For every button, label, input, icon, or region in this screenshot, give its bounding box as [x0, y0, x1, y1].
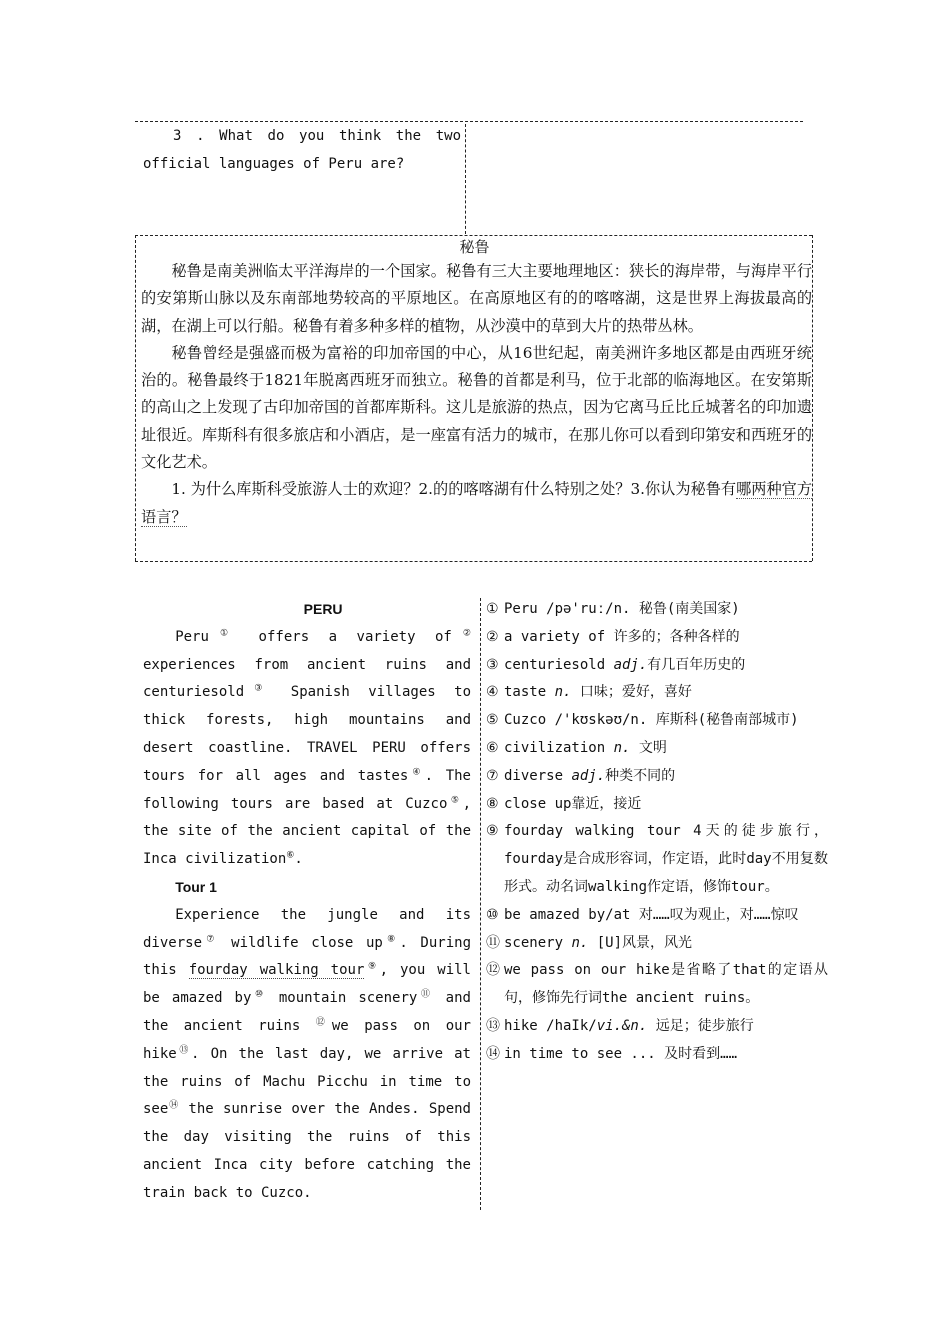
note-text: in time to see ... 及时看到…… [504, 1045, 738, 1062]
note-marker: ① [486, 601, 499, 617]
note-text [504, 1013, 828, 1041]
note-text: Peru /pə'ruː/n. 秘鲁(南美国家) [504, 601, 740, 617]
note-term: taste [504, 684, 555, 701]
note-text: close up靠近，接近 [504, 795, 642, 812]
note-text [504, 735, 828, 763]
note-marker: ⑦ [486, 767, 499, 784]
p2-text-c: . During this [143, 934, 471, 979]
p2-text-d: , you will be amazed by [143, 962, 471, 1007]
p2-text-b: wildlife close up [218, 934, 383, 951]
note-item [486, 957, 828, 1013]
question-3-line-2: official languages of Peru are? [143, 156, 405, 172]
english-paragraph-1 [143, 624, 471, 874]
p2-text-h: . On the last day, we arrive at the ruins of Machu Picchu in time to see [143, 1045, 471, 1118]
note-text [504, 652, 828, 680]
note-ref-7: ⑦ [202, 933, 219, 944]
note-ref-11: ⑪ [417, 989, 434, 1000]
p1-text-c: experiences from ancient ruins and centuriesold [143, 656, 471, 701]
note-ref-13: ⑬ [176, 1045, 192, 1056]
p2-text-e: mountain scenery [266, 990, 418, 1007]
q3-cell-divider [465, 124, 466, 234]
note-gloss: 种类不同的 [605, 767, 676, 784]
note-gloss: 有几百年历史的 [647, 656, 746, 673]
question-3-part-1: 3 . What do you think the two [173, 128, 461, 144]
note-marker: ⑩ [486, 906, 499, 923]
chinese-passage-box [137, 236, 812, 531]
english-text-column [143, 596, 471, 1208]
note-ref-6: ⑥ [286, 850, 295, 861]
p2-text-f: and the ancient ruins [143, 990, 471, 1034]
note-term: centuriesold [504, 656, 614, 673]
note-marker: ⑤ [486, 712, 499, 729]
note-ref-10: ⑩ [251, 989, 267, 1000]
english-text-title: PERU [303, 601, 343, 617]
note-item [486, 596, 828, 624]
box-left-border [135, 235, 136, 561]
note-pos: n. [554, 684, 572, 701]
note-marker: ⑬ [486, 1017, 500, 1034]
chinese-passage-title: 秘鲁 [459, 238, 490, 256]
note-item [486, 735, 828, 763]
note-text: Cuzco /'kʊskəʊ/n. 库斯科(秘鲁南部城市) [504, 712, 799, 729]
note-pos: adj. [613, 656, 648, 673]
chinese-paragraph-1: 秘鲁是南美洲临太平洋海岸的一个国家。秘鲁有三大主要地理地区：狭长的海岸带，与海岸平行的安第斯山脉以及东南部地势较高的平原地区。在高原地区有的的喀喀湖，这是世界上海拔最高的湖，在湖上可以行船。秘鲁有着多种多样的植物，从沙漠中的草到大片的热带丛林。 [141, 262, 812, 335]
note-text [504, 679, 828, 707]
note-ref-2: ② [451, 628, 471, 639]
note-text [504, 763, 828, 791]
note-ref-12: ⑫ [315, 1017, 332, 1028]
note-marker: ③ [486, 656, 499, 673]
note-ref-4: ④ [408, 767, 425, 778]
p1-text-a: Peru [175, 628, 209, 645]
note-gloss: 文明 [630, 739, 667, 756]
note-item [486, 1041, 828, 1069]
note-marker: ⑨ [486, 823, 499, 840]
note-term: hike /haIk/ [504, 1017, 597, 1034]
note-item [486, 624, 828, 652]
chinese-questions-lead: 1. 为什么库斯科受旅游人士的欢迎？2.的的喀喀湖有什么特别之处？3.你认为秘鲁有 [171, 480, 737, 499]
tour-1-heading: Tour 1 [175, 878, 217, 895]
note-text [504, 930, 828, 958]
note-item [486, 763, 828, 791]
note-text: fourday walking tour 4天的徒步旅行，fourday是合成形容词，作定语，此时day不用复数形式。动名词walking作定语，修饰tour。 [504, 823, 828, 895]
chinese-paragraph-2: 秘鲁曾经是强盛而极为富裕的印加帝国的中心，从16世纪起，南美洲许多地区都是由西班牙统治的。秘鲁最终于1821年脱离西班牙而独立。秘鲁的首都是利马，位于北部的临海地区。在安第斯的高山之上发现了古印加帝国的首都库斯科。这儿是旅游的热点，因为它离马丘比丘城著名的印加遗址很近。库斯科有很多旅店和小酒店，是一座富有活力的城市，在那儿你可以看到印第安和西班牙的文化艺术。 [141, 343, 812, 472]
note-marker: ⑭ [486, 1045, 500, 1062]
note-item [486, 930, 828, 958]
note-item [486, 791, 828, 819]
note-item [486, 679, 828, 707]
note-item [486, 652, 828, 680]
box-right-border [812, 235, 813, 561]
chinese-questions-tail: 哪两种官方语言？ [141, 480, 813, 526]
p2-text-g: we pass on our hike [143, 1017, 471, 1062]
note-pos: adj. [571, 767, 606, 784]
p1-text-d: Spanish villages to thick forests, high mountains and desert coastline. TRAVEL PERU offers tours for all ages and tastes [143, 684, 471, 784]
note-ref-14: ⑭ [168, 1100, 180, 1111]
note-term: scenery [504, 934, 572, 951]
note-marker: ④ [486, 684, 499, 701]
note-marker: ⑪ [486, 934, 500, 951]
note-marker: ② [486, 628, 499, 645]
note-pos: n. [571, 934, 589, 951]
note-text: be amazed by/at 对……叹为观止，对……惊叹 [504, 906, 799, 923]
note-ref-1: ① [208, 628, 240, 639]
p1-text-f: , the site of the ancient capital of the Inca civilization [143, 795, 471, 868]
note-item [486, 818, 828, 901]
note-ref-9: ⑨ [364, 961, 380, 972]
p1-text-e: . The following tours are based at Cuzco [143, 767, 471, 812]
chinese-questions [137, 476, 812, 531]
note-ref-8: ⑧ [382, 933, 400, 944]
note-text: a variety of 许多的；各种各样的 [504, 628, 740, 645]
note-ref-3: ③ [244, 683, 273, 694]
english-paragraph-2 [143, 902, 471, 1208]
note-item [486, 902, 828, 930]
note-term: civilization [504, 739, 614, 756]
note-item [486, 707, 828, 735]
p1-text-b: offers a variety of [239, 628, 452, 645]
notes-column [486, 596, 828, 1069]
note-marker: ⑧ [486, 795, 499, 812]
note-gloss: 口味；爱好，喜好 [571, 684, 692, 701]
question-3-line-1 [143, 122, 461, 150]
column-divider [480, 598, 481, 1210]
note-marker: ⑫ [486, 962, 500, 979]
p2-text-i: the sunrise over the Andes. Spend the day visiting the ruins of this ancient Inca city before catching the train back to Cuzco. [143, 1101, 471, 1201]
note-text: we pass on our hike是省略了that的定语从句，修饰先行词the ancient ruins。 [504, 962, 828, 1007]
note-ref-5: ⑤ [447, 794, 463, 805]
note-item [486, 1013, 828, 1041]
box-bottom-border [135, 561, 812, 562]
note-term: diverse [504, 767, 572, 784]
note-pos: n. [613, 739, 631, 756]
note-marker: ⑥ [486, 739, 499, 756]
p2-underlined-phrase: fourday walking tour [188, 962, 365, 979]
note-gloss: 远足；徒步旅行 [647, 1017, 754, 1034]
question-3 [143, 122, 461, 178]
p2-text-a: Experience the jungle and its diverse [143, 906, 471, 951]
p1-text-g: . [294, 851, 303, 868]
note-gloss: [U]风景，风光 [588, 934, 693, 951]
note-pos: vi.&n. [596, 1017, 648, 1034]
